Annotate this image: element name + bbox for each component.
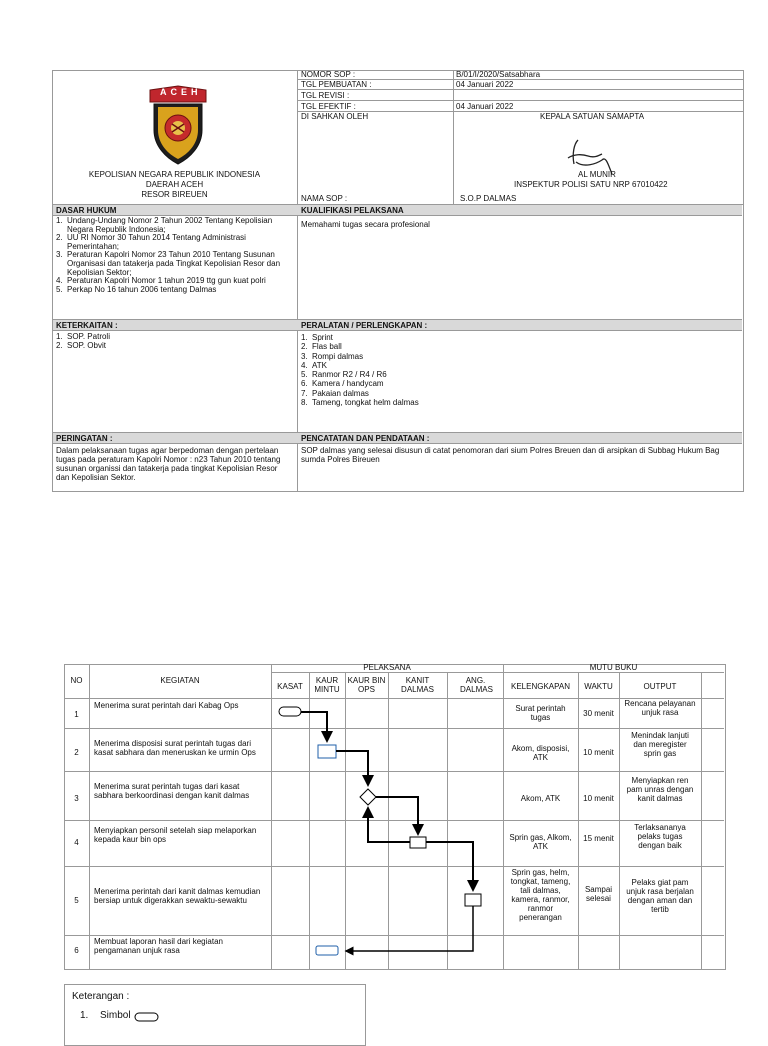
header-kelengkapan: KELENGKAPAN bbox=[511, 682, 570, 691]
row-kelengkapan: Akom, disposisi, ATK bbox=[511, 744, 570, 762]
header-output: OUTPUT bbox=[643, 682, 677, 691]
row-kelengkapan: Surat perintah tugas bbox=[515, 704, 566, 722]
header-ang-dalmas: ANG. DALMAS bbox=[460, 676, 493, 694]
tgl-efektif-value: 04 Januari 2022 bbox=[456, 102, 514, 111]
peralatan-title: PERALATAN / PERLENGKAPAN : bbox=[301, 321, 428, 330]
list-item: 5. Perkap No 16 tahun 2006 tentang Dalmas bbox=[56, 284, 217, 294]
list-item: 1. Sprint bbox=[301, 333, 333, 342]
nomor-sop-value: B/01/I/2020/Satsabhara bbox=[456, 70, 541, 79]
org-line-1: KEPOLISIAN NEGARA REPUBLIK INDONESIA bbox=[88, 170, 261, 179]
decision-diamond bbox=[360, 789, 376, 805]
row-no: 6 bbox=[74, 946, 79, 955]
kualifikasi-title: KUALIFIKASI PELAKSANA bbox=[301, 206, 404, 215]
org-line-3: RESOR BIREUEN bbox=[141, 190, 208, 199]
header-kaur-mintu: KAUR MINTU bbox=[314, 676, 340, 694]
row-waktu: 10 menit bbox=[583, 748, 614, 757]
row-kelengkapan: Sprin gas, helm, tongkat, tameng, tali dalmas, kamera, ranmor, ranmor penerangan bbox=[510, 868, 571, 922]
row-output: Menyiapkan ren pam unras dengan kanit dalmas bbox=[626, 776, 694, 803]
row-kegiatan: Menyiapkan personil setelah siap melaporkan kepada kaur bin ops bbox=[94, 826, 257, 844]
nama-sop-label: NAMA SOP : bbox=[301, 194, 348, 203]
header-kasat: KASAT bbox=[277, 682, 303, 691]
row-no: 4 bbox=[74, 838, 79, 847]
peringatan-text: Dalam pelaksanaan tugas agar berpedoman dengan pertelaan tugas pada peraturam Kapolri Nomor : n23 Tahun 2010 tentang susunan organissi dan tatakerja pada tingkat Kepolisian Resor dan Kepolisian Sektor. bbox=[56, 446, 281, 482]
process-box bbox=[410, 837, 426, 848]
list-item: 2. Flas ball bbox=[301, 342, 342, 352]
peringatan-title: PERINGATAN : bbox=[56, 434, 113, 443]
row-waktu: 10 menit bbox=[583, 794, 614, 803]
process-box bbox=[465, 894, 481, 906]
header-mutu-buku: MUTU BUKU bbox=[589, 663, 638, 672]
terminator-symbol-icon bbox=[134, 1011, 160, 1023]
row-no: 2 bbox=[74, 748, 79, 757]
row-waktu: Sampai selesai bbox=[584, 885, 613, 903]
row-kegiatan: Menerima surat perintah tugas dari kasat sabhara berkoordinasi dengan kanit dalmas bbox=[94, 782, 250, 800]
row-output: Rencana pelayanan unjuk rasa bbox=[624, 699, 696, 717]
pencatatan-title: PENCATATAN DAN PENDATAAN : bbox=[301, 434, 430, 443]
list-item: 6. Kamera / handycam bbox=[301, 379, 384, 389]
list-item: 7. Pakaian dalmas bbox=[301, 388, 369, 398]
list-item: 4. Peraturan Kapolri Nomor 1 tahun 2019 ttg gun kuat polri bbox=[56, 276, 266, 286]
signer-rank: INSPEKTUR POLISI SATU NRP 67010422 bbox=[514, 180, 668, 189]
row-kegiatan: Menerima disposisi surat perintah tugas dari kasat sabhara dan meneruskan ke urmin Ops bbox=[94, 739, 256, 757]
header-waktu: WAKTU bbox=[584, 682, 613, 691]
tgl-pembuatan-label: TGL PEMBUATAN : bbox=[301, 80, 372, 89]
logo-text: ACEH bbox=[160, 87, 202, 97]
keterangan-title: Keterangan : bbox=[72, 991, 130, 1002]
list-item: 8. Tameng, tongkat helm dalmas bbox=[301, 398, 419, 408]
list-item: 1. SOP. Patroli bbox=[56, 332, 110, 341]
dasar-hukum-title: DASAR HUKUM bbox=[56, 206, 117, 215]
row-no: 1 bbox=[74, 710, 79, 719]
keterkaitan-title: KETERKAITAN : bbox=[56, 321, 118, 330]
nama-sop-value: S.O.P DALMAS bbox=[460, 194, 517, 203]
signer-name: AL MUNIR bbox=[578, 170, 616, 179]
list-item: 3. Rompi dalmas bbox=[301, 351, 364, 361]
row-output: Terlaksananya pelaks tugas dengan baik bbox=[634, 823, 686, 850]
row-waktu: 30 menit bbox=[583, 709, 614, 718]
disahkan-label: DI SAHKAN OLEH bbox=[301, 112, 369, 121]
org-line-2: DAERAH ACEH bbox=[145, 180, 204, 189]
row-kelengkapan: Akom, ATK bbox=[520, 794, 561, 803]
row-no: 3 bbox=[74, 794, 79, 803]
row-output: Menindak lanjuti dan meregister sprin gas bbox=[631, 731, 689, 758]
kualifikasi-text: Memahami tugas secara profesional bbox=[301, 220, 430, 229]
list-item: 1. Undang-Undang Nomor 2 Tahun 2002 Tentang Kepolisian Negara Republik Indonesia; bbox=[56, 216, 273, 234]
row-kegiatan: Menerima surat perintah dari Kabag Ops bbox=[94, 701, 239, 710]
list-item: 5. Ranmor R2 / R4 / R6 bbox=[301, 370, 387, 380]
tgl-revisi-label: TGL REVISI : bbox=[301, 91, 350, 100]
tgl-efektif-label: TGL EFEKTIF : bbox=[301, 102, 356, 111]
header-kanit-dalmas: KANIT DALMAS bbox=[401, 676, 434, 694]
row-waktu: 15 menit bbox=[583, 834, 614, 843]
header-kaur-binops: KAUR BIN OPS bbox=[347, 676, 386, 694]
header-pelaksana: PELAKSANA bbox=[363, 663, 411, 672]
list-item: 4. ATK bbox=[301, 360, 327, 370]
keterangan-item-no: 1. bbox=[80, 1010, 89, 1021]
start-terminator bbox=[279, 707, 301, 716]
end-terminator bbox=[316, 946, 338, 955]
list-item: 2. UU RI Nomor 30 Tahun 2014 Tentang Administrasi Pemerintahan; bbox=[56, 233, 246, 251]
list-item: 2. SOP. Obvit bbox=[56, 340, 106, 350]
header-kegiatan: KEGIATAN bbox=[160, 676, 200, 685]
row-kelengkapan: Sprin gas, Alkom, ATK bbox=[509, 833, 572, 851]
process-box bbox=[318, 745, 336, 758]
header-no: NO bbox=[70, 676, 83, 685]
pencatatan-text: SOP dalmas yang selesai disusun di catat penomoran dari sium Polres Breuen dan di arsipkan di Subbag Hukum Bag sumda Polres Bireuen bbox=[301, 446, 720, 464]
kepala-label: KEPALA SATUAN SAMAPTA bbox=[540, 112, 645, 121]
row-no: 5 bbox=[74, 896, 79, 905]
row-kegiatan: Menerima perintah dari kanit dalmas kemudian bersiap untuk digerakkan sewaktu-sewaktu bbox=[94, 887, 261, 905]
nomor-sop-label: NOMOR SOP : bbox=[301, 70, 356, 79]
row-output: Pelaks giat pam unjuk rasa berjalan dengan aman dan tertib bbox=[626, 878, 694, 914]
list-item: 3. Peraturan Kapolri Nomor 23 Tahun 2010 Tentang Susunan Organisasi dan tatakerja pada Tingkat Kepolisian Resor dan Kepolisian Sektor; bbox=[56, 250, 281, 277]
keterangan-item-label: Simbol bbox=[100, 1010, 131, 1021]
row-kegiatan: Membuat laporan hasil dari kegiatan pengamanan unjuk rasa bbox=[94, 937, 223, 955]
tgl-pembuatan-value: 04 Januari 2022 bbox=[456, 80, 514, 89]
